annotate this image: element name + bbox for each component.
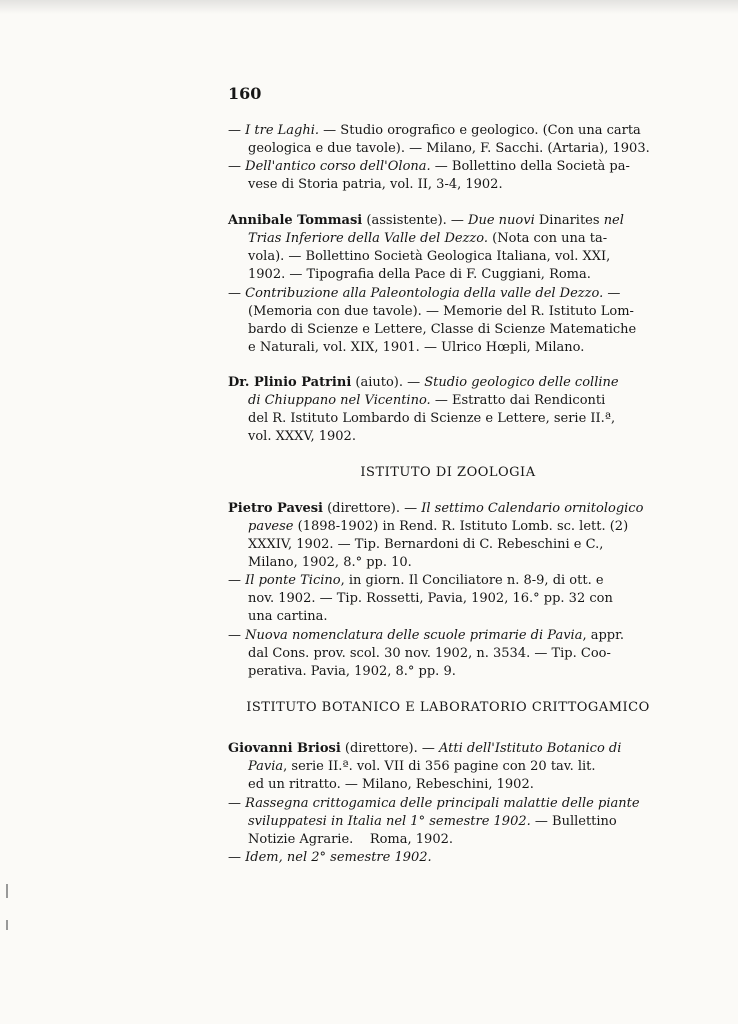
text-line: — Idem, nel 2° semestre 1902.	[228, 850, 432, 865]
text-line: pavese (1898-1902) in Rend. R. Istituto Lomb. sc. lett. (2)	[248, 519, 629, 534]
text-line: di Chiuppano nel Vicentino. — Estratto dai Rendiconti	[248, 393, 606, 408]
entry-heading-line: Annibale Tommasi (assistente). — Due nuovi Dinarites nel	[228, 213, 624, 228]
text-line: — Dell'antico corso dell'Olona. — Bollettino della Società pa-	[228, 159, 630, 174]
entry-heading-line: Giovanni Briosi (direttore). — Atti dell'Istituto Botanico di	[228, 741, 622, 756]
text-line: — I tre Laghi. — Studio orografico e geologico. (Con una carta	[228, 123, 641, 138]
text-line: — Rassegna crittogamica delle principali malattie delle piante	[228, 796, 640, 811]
text-line: nov. 1902. — Tip. Rossetti, Pavia, 1902, 16.° pp. 32 con	[248, 591, 613, 606]
text-line: (Memoria con due tavole). — Memorie del R. Istituto Lom-	[248, 304, 634, 319]
section-heading-zoologia: ISTITUTO DI ZOOLOGIA	[360, 465, 536, 480]
text-line: sviluppatesi in Italia nel 1° semestre 1902. — Bullettino	[248, 814, 617, 829]
text-line: vola). — Bollettino Società Geologica Italiana, vol. XXI,	[248, 249, 611, 264]
margin-scan-mark	[6, 884, 8, 898]
text-line: e Naturali, vol. XIX, 1901. — Ulrico Hœpli, Milano.	[248, 340, 585, 355]
text-line: bardo di Scienze e Lettere, Classe di Scienze Matematiche	[248, 322, 637, 337]
text-line: 1902. — Tipografia della Pace di F. Cuggiani, Roma.	[248, 267, 591, 282]
text-line: — Il ponte Ticino, in giorn. Il Conciliatore n. 8-9, di ott. e	[228, 573, 604, 588]
entry-heading-line: Pietro Pavesi (direttore). — Il settimo Calendario ornitologico	[228, 501, 644, 516]
text-line: XXXIV, 1902. — Tip. Bernardoni di C. Rebeschini e C.,	[248, 537, 604, 552]
entry-heading-line: Dr. Plinio Patrini (aiuto). — Studio geologico delle colline	[228, 375, 619, 390]
page-number: 160	[228, 84, 262, 103]
text-line: — Nuova nomenclatura delle scuole primarie di Pavia, appr.	[228, 628, 625, 643]
text-line: Milano, 1902, 8.° pp. 10.	[248, 555, 412, 570]
margin-scan-mark	[6, 920, 8, 930]
text-line: perativa. Pavia, 1902, 8.° pp. 9.	[248, 664, 456, 679]
text-line: vol. XXXV, 1902.	[248, 429, 356, 444]
text-line: vese di Storia patria, vol. II, 3-4, 1902.	[248, 177, 503, 192]
text-line: del R. Istituto Lombardo di Scienze e Lettere, serie II.ª,	[248, 411, 616, 426]
text-line: — Contribuzione alla Paleontologia della valle del Dezzo. —	[228, 286, 621, 301]
text-line: dal Cons. prov. scol. 30 nov. 1902, n. 3534. — Tip. Coo-	[248, 646, 611, 661]
text-line: geologica e due tavole). — Milano, F. Sacchi. (Artaria), 1903.	[248, 141, 650, 156]
text-line: Notizie Agrarie. Roma, 1902.	[248, 832, 453, 847]
text-line: Trias Inferiore della Valle del Dezzo. (Nota con una ta-	[248, 231, 608, 246]
text-line: Pavia, serie II.ª. vol. VII di 356 pagine con 20 tav. lit.	[248, 759, 596, 774]
section-heading-botanico: ISTITUTO BOTANICO E LABORATORIO CRITTOGAMICO	[246, 700, 650, 715]
text-line: una cartina.	[248, 609, 328, 624]
text-line: ed un ritratto. — Milano, Rebeschini, 1902.	[248, 777, 534, 792]
